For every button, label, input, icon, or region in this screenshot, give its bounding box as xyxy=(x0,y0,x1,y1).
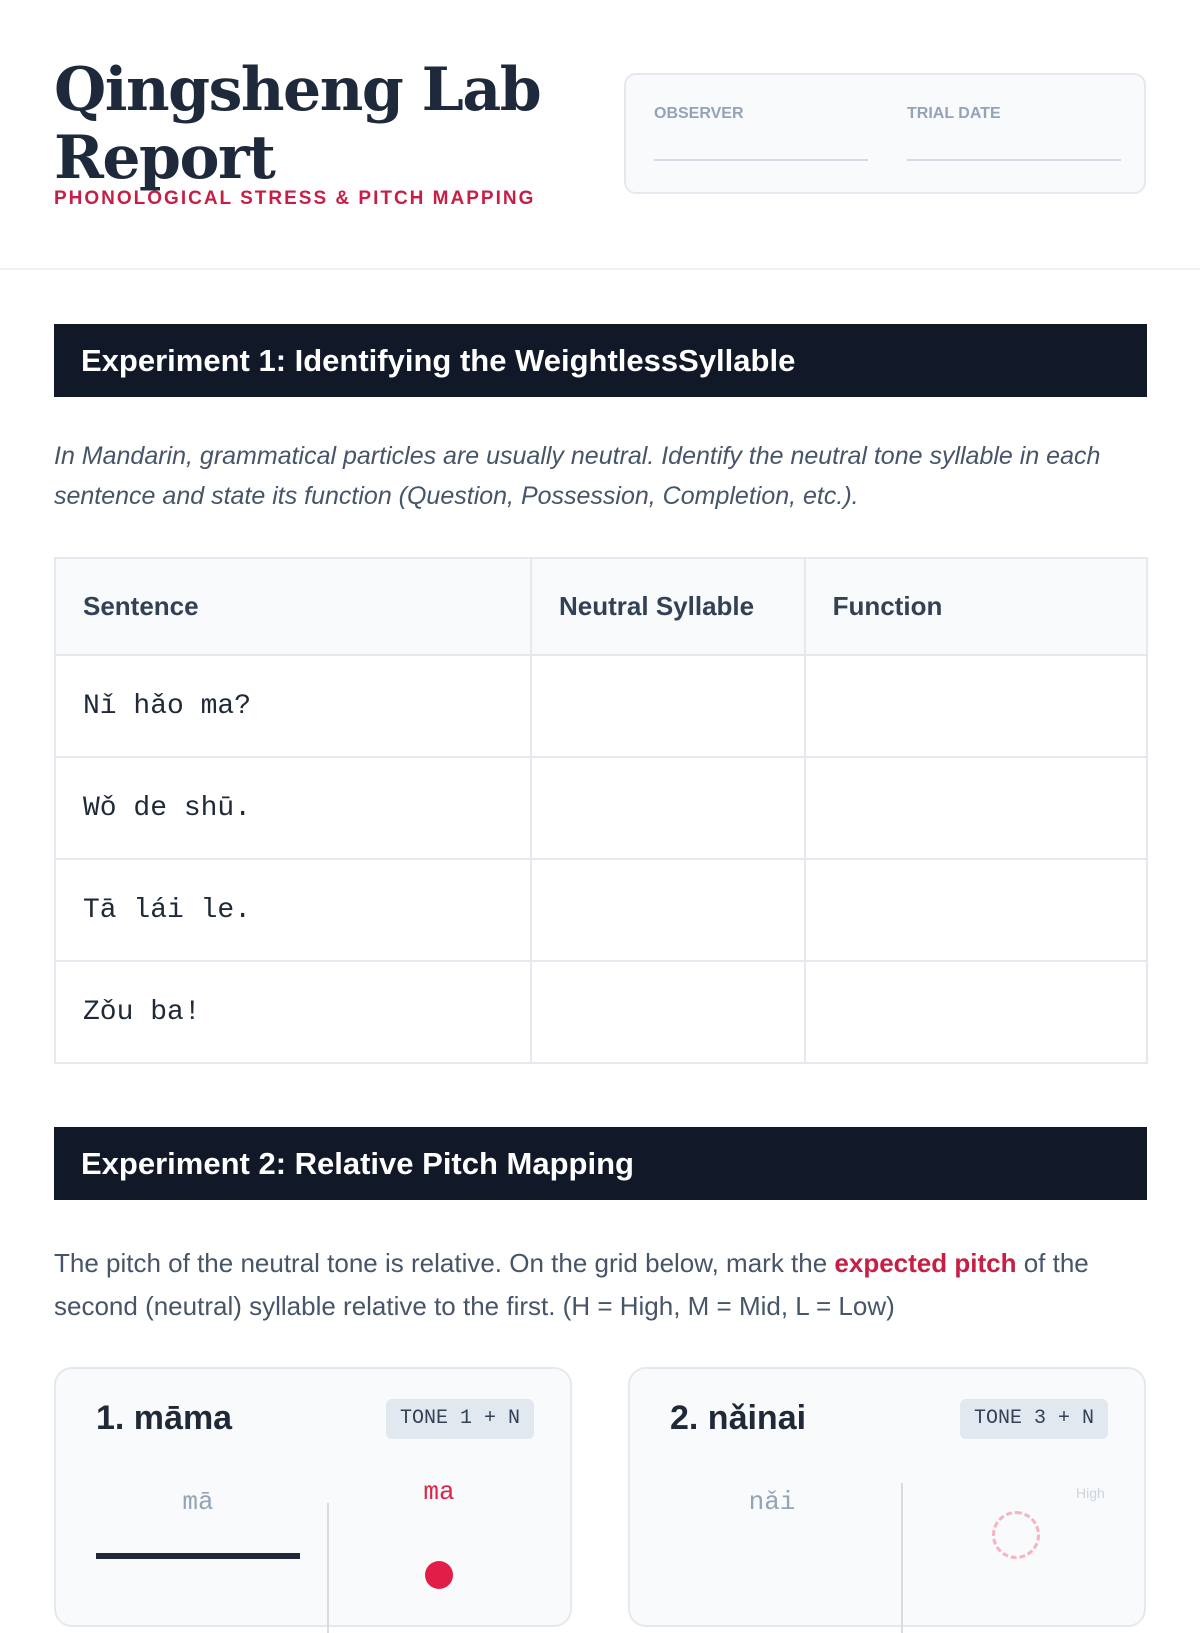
function-answer-cell[interactable] xyxy=(805,859,1147,961)
column-header-sentence: Sentence xyxy=(55,558,531,655)
experiment-1-table xyxy=(54,557,1148,1064)
first-syllable-label: mā xyxy=(182,1487,214,1517)
syllable-divider xyxy=(901,1483,903,1633)
function-answer-cell[interactable] xyxy=(805,961,1147,1063)
card-title: 2. nǎinai xyxy=(670,1399,807,1437)
scale-high-label: High xyxy=(1076,1485,1105,1501)
syllable-divider xyxy=(327,1503,329,1633)
neutral-syllable-answer-cell[interactable] xyxy=(531,655,805,757)
observer-input-line[interactable] xyxy=(654,159,868,161)
neutral-syllable-label: ma xyxy=(423,1477,455,1507)
report-header xyxy=(0,0,1200,270)
trial-date-input-line[interactable] xyxy=(907,159,1121,161)
first-syllable-label: nǎi xyxy=(748,1487,796,1517)
table-row xyxy=(55,961,1147,1063)
instructions-text-start: The pitch of the neutral tone is relative. On the grid below, mark the xyxy=(54,1248,835,1278)
instructions-text-end: of the second (neutral) syllable relative to the first. (H = High, M = Mid, L = Low) xyxy=(54,1248,1089,1321)
table-header-row xyxy=(55,558,1147,655)
tone-badge: TONE 1 + N xyxy=(386,1399,534,1439)
sentence-cell: Tā lái le. xyxy=(55,859,531,961)
page-subtitle: PHONOLOGICAL STRESS & PITCH MAPPING xyxy=(54,188,536,209)
experiment-2-instructions xyxy=(54,1242,1164,1328)
experiment-2-heading: Experiment 2: Relative Pitch Mapping xyxy=(54,1127,1147,1200)
sentence-cell: Zǒu ba! xyxy=(55,961,531,1063)
neutral-syllable-answer-cell[interactable] xyxy=(531,961,805,1063)
table-row xyxy=(55,655,1147,757)
table-row xyxy=(55,757,1147,859)
empty-pitch-target[interactable] xyxy=(992,1511,1040,1559)
page-title: Qingsheng Lab Report xyxy=(54,55,541,193)
first-syllable-pitch-line xyxy=(96,1553,300,1559)
function-answer-cell[interactable] xyxy=(805,757,1147,859)
trial-date-label: TRIAL DATE xyxy=(907,105,1001,122)
observer-label: OBSERVER xyxy=(654,105,744,122)
tone-badge: TONE 3 + N xyxy=(960,1399,1108,1439)
meta-info-box xyxy=(624,73,1146,194)
instructions-emphasis: expected pitch xyxy=(834,1248,1017,1278)
pitch-card-nainai xyxy=(628,1367,1146,1627)
experiment-1-heading: Experiment 1: Identifying the WeightlessSyllable xyxy=(54,324,1147,397)
pitch-card-mama xyxy=(54,1367,572,1627)
trial-date-field[interactable] xyxy=(907,105,1121,123)
function-answer-cell[interactable] xyxy=(805,655,1147,757)
neutral-syllable-answer-cell[interactable] xyxy=(531,757,805,859)
neutral-syllable-answer-cell[interactable] xyxy=(531,859,805,961)
sentence-cell: Nǐ hǎo ma? xyxy=(55,655,531,757)
table-row xyxy=(55,859,1147,961)
card-title: 1. māma xyxy=(96,1399,233,1437)
experiment-1-instructions: In Mandarin, grammatical particles are usually neutral. Identify the neutral tone syllable in each sentence and state its function (Question, Possession, Completion, etc.). xyxy=(54,442,1101,510)
sentence-cell: Wǒ de shū. xyxy=(55,757,531,859)
column-header-neutral-syllable: Neutral Syllable xyxy=(531,558,805,655)
column-header-function: Function xyxy=(805,558,1147,655)
observer-field[interactable] xyxy=(654,105,868,123)
neutral-pitch-marker[interactable] xyxy=(425,1561,453,1589)
